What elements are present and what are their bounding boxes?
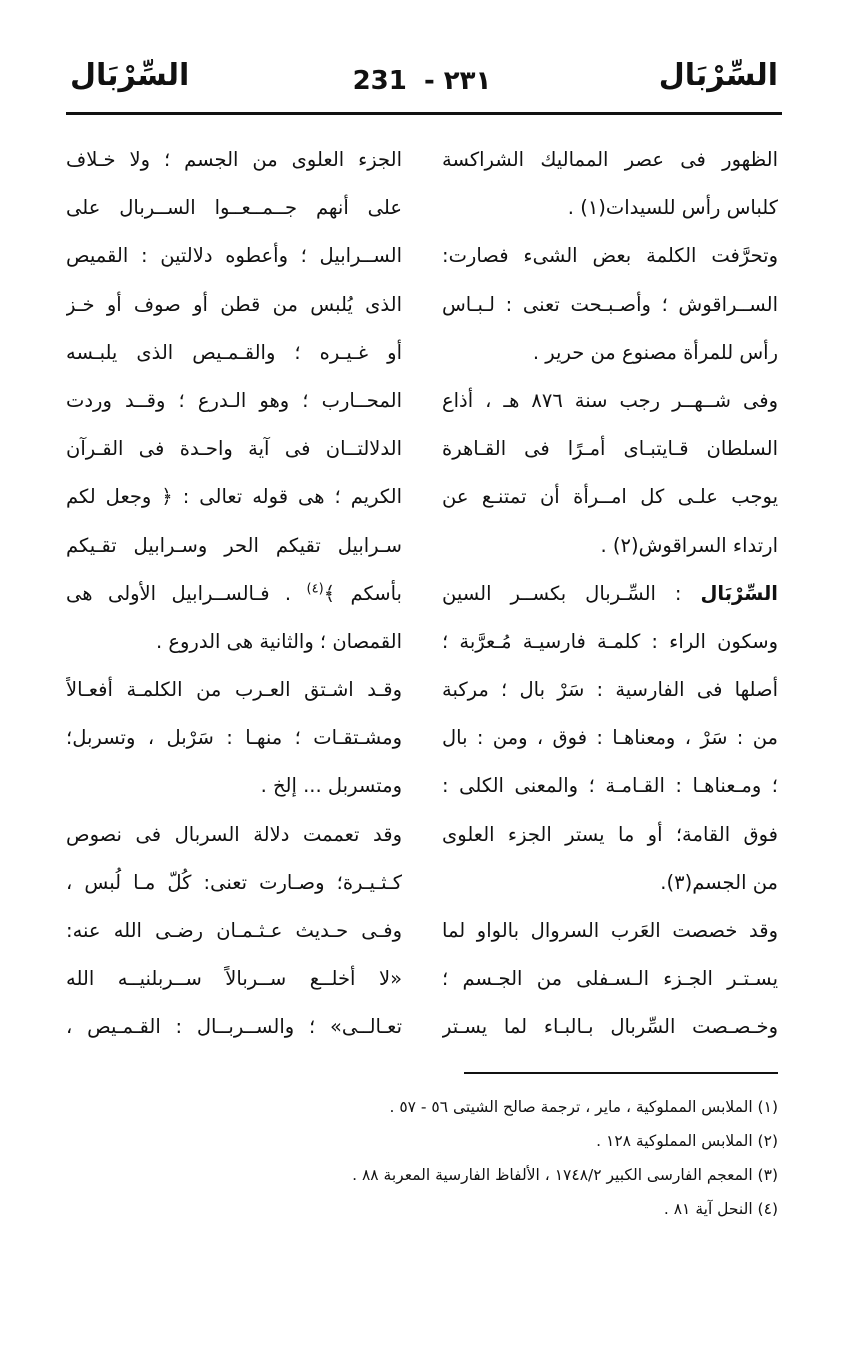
text-line: وقـد اشـتق العـرب من الكلمـة أفعـالاً	[66, 678, 402, 702]
text-line	[442, 184, 778, 232]
footnote-ref-2: (٢) .	[600, 533, 639, 557]
text-line: من : سَرْ ، ومعناهـا : فوق ، ومن : بال	[442, 726, 778, 750]
footnote-rule	[464, 1072, 778, 1074]
footnote: (٢) الملابس المملوكية ١٢٨ .	[596, 1132, 778, 1150]
text-line: وخـصـصت السِّربال بـالبـاء لما يسـتر	[442, 1015, 778, 1039]
text-line: المحــارب ؛ وهو الـدرع ؛ وقــد وردت	[66, 388, 402, 412]
text-line: الدلالتــان فى آية واحـدة فى القـرآن	[66, 437, 402, 461]
text-line: الظهور فى عصر المماليك الشراكسة	[442, 148, 778, 171]
text-line: أو غـيـره ؛ والقـمـيص الذى يلبـسه	[66, 340, 402, 364]
text-line: الكريم ؛ هى قوله تعالى : ﴿ وجعل لكم	[66, 485, 402, 509]
line-text: بأسكم ﴾	[323, 581, 402, 605]
line-text: ارتداء السراقوش	[638, 533, 778, 557]
page-number-arabic: ٢٣١ -	[423, 66, 492, 96]
text-line: الســرابيل ؛ وأعطوه دلالتين : القميص	[66, 244, 402, 268]
text-line: وقد تعممت دلالة السربال فى نصوص	[66, 822, 402, 846]
text-line: وفى شــهــر رجب سنة ٨٧٦ هـ ، أذاع	[442, 388, 778, 412]
text-line: الذى يُلبس من قطن أو صوف أو خـز	[66, 292, 402, 316]
text-line: رأس للمرأة مصنوع من حرير .	[532, 340, 778, 364]
text-line: يوجب علـى كل امــرأة أن تمتنـع عن	[442, 485, 778, 509]
text-line: تعـالــى» ؛ والســربــال : القـمـيص ،	[66, 1015, 402, 1039]
footnote: (١) الملابس المملوكية ، ماير ، ترجمة صالح الشيتى ٥٦ - ٥٧ .	[389, 1098, 778, 1116]
left-column	[66, 136, 402, 1052]
text-line: «لا أخلــع ســربالاً ســربلنيــه الله	[66, 967, 402, 991]
text-line: سـرابيل تقيكم الحر وسـرابيل تقـيكم	[66, 533, 402, 557]
text-line: القمصان ؛ والثانية هى الدروع .	[155, 629, 402, 653]
right-column	[442, 136, 778, 1052]
footnote-ref-4: (٤)	[306, 581, 324, 597]
text-line: الجزء العلوى من الجسم ؛ ولا خـلاف	[66, 148, 402, 171]
line-text: كلباس رأس للسيدات	[605, 196, 778, 220]
header-rule	[66, 112, 782, 115]
page-number-latin: 231	[352, 66, 407, 96]
footnote-ref-1: (١) .	[567, 196, 606, 220]
text-line	[66, 570, 402, 618]
text-line: السلطان قـايتبـاى أمـرًا فى القـاهرة	[442, 437, 778, 461]
running-head-left: السِّرْبَال	[70, 58, 190, 93]
entry-headword: السِّرْبَال	[700, 581, 778, 605]
text-line: على أنهم جــمــعــوا الســربال على	[66, 196, 402, 220]
footnote: (٣) المعجم الفارسى الكبير ١٧٤٨/٢ ، الألفاظ الفارسية المعربة ٨٨ .	[352, 1166, 778, 1184]
line-text: . فـالســرابيل الأولى هى	[66, 581, 292, 605]
text-line: يسـتـر الجـزء الـسـفلى من الجـسم ؛	[442, 967, 778, 991]
text-line: وقد خصصت العَرب السروال بالواو لما	[442, 919, 778, 942]
text-line: ؛ ومـعناهـا : القـامـة ؛ والمعنى الكلى :	[442, 774, 778, 798]
line-text: من الجسم	[692, 870, 778, 894]
text-line: ومتسربل ... إلخ .	[260, 774, 402, 798]
text-line: ومشـتقـات ؛ منهـا : سَرْبل ، وتسربل؛	[66, 726, 402, 750]
text-line: وتحرَّفت الكلمة بعض الشىء فصارت:	[442, 244, 778, 268]
footnote: (٤) النحل آية ٨١ .	[663, 1200, 778, 1218]
line-text: : السِّـربال بكســر السين	[442, 581, 682, 605]
text-line: أصلها فى الفارسية : سَرْ بال ؛ مركبة	[442, 678, 778, 702]
footnote-ref-3: (٣).	[660, 870, 693, 894]
text-line	[442, 570, 778, 618]
text-line	[442, 522, 778, 570]
text-line: كـثـيـرة؛ وصـارت تعنى: كُلّ مـا لُبس ،	[66, 870, 402, 894]
text-line: الســراقوش ؛ وأصـبـحت تعنى : لـبـاس	[442, 292, 778, 316]
text-line: وسكون الراء : كلمـة فارسيـة مُـعرَّبة ؛	[442, 629, 778, 653]
text-line: فوق القامة؛ أو ما يستر الجزء العلوى	[442, 822, 778, 846]
running-head-right: السِّرْبَال	[658, 58, 778, 93]
text-line: وفـى حـديث عـثـمـان رضـى الله عنه:	[66, 919, 402, 942]
text-line	[442, 859, 778, 907]
footnotes	[66, 1090, 778, 1226]
